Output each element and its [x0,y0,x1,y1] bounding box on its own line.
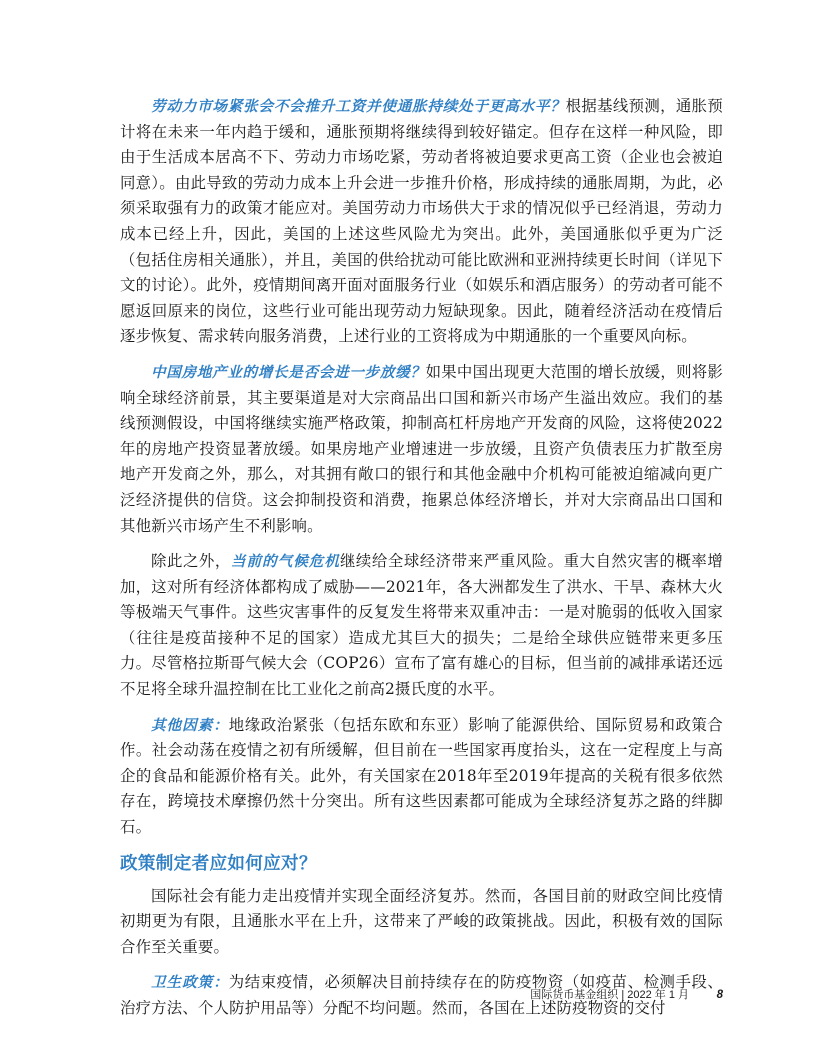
section-heading: 政策制定者应如何应对？ [120,853,317,874]
text-other-factors: 地缘政治紧张（包括东欧和东亚）影响了能源供给、国际贸易和政策合作。社会动荡在疫情之初有所缓解，但目前在一些国家再度抬头，这在一定程度上与高企的食品和能源价格有关。此外，有关国家在2018年至2019年提高的关税有很多依然存在，跨境技术摩擦仍然十分突出。所有这些因素都可能成为全球经济复苏之路的绊脚石。 [120,715,723,837]
page-number: 8 [716,989,723,1001]
text-climate: 继续给全球经济带来严重风险。重大自然灾害的概率增加，这对所有经济体都构成了威胁——2021年，各大洲都发生了洪水、干旱、森林大火等极端天气事件。这些灾害事件的反复发生将带来双重冲击：一是对脆弱的低收入国家（往往是疫苗接种不足的国家）造成尤其巨大的损失；二是给全球供应链带来更多压力。尽管格拉斯哥气候大会（COP26）宣布了富有雄心的目标，但当前的减排承诺还远不足将全球升温控制在比工业化之前高2摄氏度的水平。 [120,552,723,699]
lead-labor-market: 劳动力市场紧张会不会推升工资并使通胀持续处于更高水平？ [151,98,566,115]
text-china-property: 如果中国出现更大范围的增长放缓，则将影响全球经济前景，其主要渠道是对大宗商品出口国和新兴市场产生溢出效应。我们的基线预测假设，中国将继续实施严格政策，抑制高杠杆房地产开发商的风险，这将使2022年的房地产投资显著放缓。如果房地产业增速进一步放缓，且资产负债表压力扩散至房地产开发商之外，那么，对其拥有敞口的银行和其他金融中介机构可能被迫缩减向更广泛经济提供的信贷。这会抑制投资和消费，拖累总体经济增长，并对大宗商品出口国和其他新兴市场产生不利影响。 [120,362,723,535]
page-footer [120,986,723,1004]
paragraph-china-property [120,360,723,539]
paragraph-climate [120,549,723,703]
paragraph-policy-intro: 国际社会有能力走出疫情并实现全面经济复苏。然而，各国目前的财政空间比疫情初期更为有限，且通胀水平在上升，这带来了严峻的政策挑战。因此，积极有效的国际合作至关重要。 [120,886,723,956]
lead-other-factors: 其他因素： [151,716,229,734]
document-body [120,94,723,1032]
paragraph-labor-market [120,94,723,350]
lead-climate: 当前的气候危机 [230,553,340,571]
lead-china-property: 中国房地产业的增长是否会进一步放缓？ [151,363,426,381]
lead-health-policy: 卫生政策： [151,974,229,992]
prefix-climate: 除此之外， [151,552,231,571]
text-health-policy: 为结束疫情，必须解决目前持续存在的防疫物资（如疫苗、检测手段、治疗方法、个人防护用品等）分配不均问题。然而，各国在上述防疫物资的交付 [120,973,723,1017]
footer-org-date: 国际货币基金组织 | 2022 年 1 月 [530,989,689,1001]
text-labor-market: 根据基线预测，通胀预计将在未来一年内趋于缓和，通胀预期将继续得到较好锚定。但存在这样一种风险，即由于生活成本居高不下、劳动力市场吃紧，劳动者将被迫要求更高工资（企业也会被迫同意）。由此导致的劳动力成本上升会进一步推升价格，形成持续的通胀周期，为此，必须采取强有力的政策才能应对。美国劳动力市场供大于求的情况似乎已经消退，劳动力成本已经上升，因此，美国的上述这些风险尤为突出。此外，美国通胀似乎更为广泛（包括住房相关通胀），并且，美国的供给扰动可能比欧洲和亚洲持续更长时间（详见下文的讨论）。此外，疫情期间离开面对面服务行业（如娱乐和酒店服务）的劳动者可能不愿返回原来的岗位，这些行业可能出现劳动力短缺现象。因此，随着经济活动在疫情后逐步恢复、需求转向服务消费，上述行业的工资将成为中期通胀的一个重要风向标。 [120,97,723,346]
paragraph-other-factors [120,713,723,841]
